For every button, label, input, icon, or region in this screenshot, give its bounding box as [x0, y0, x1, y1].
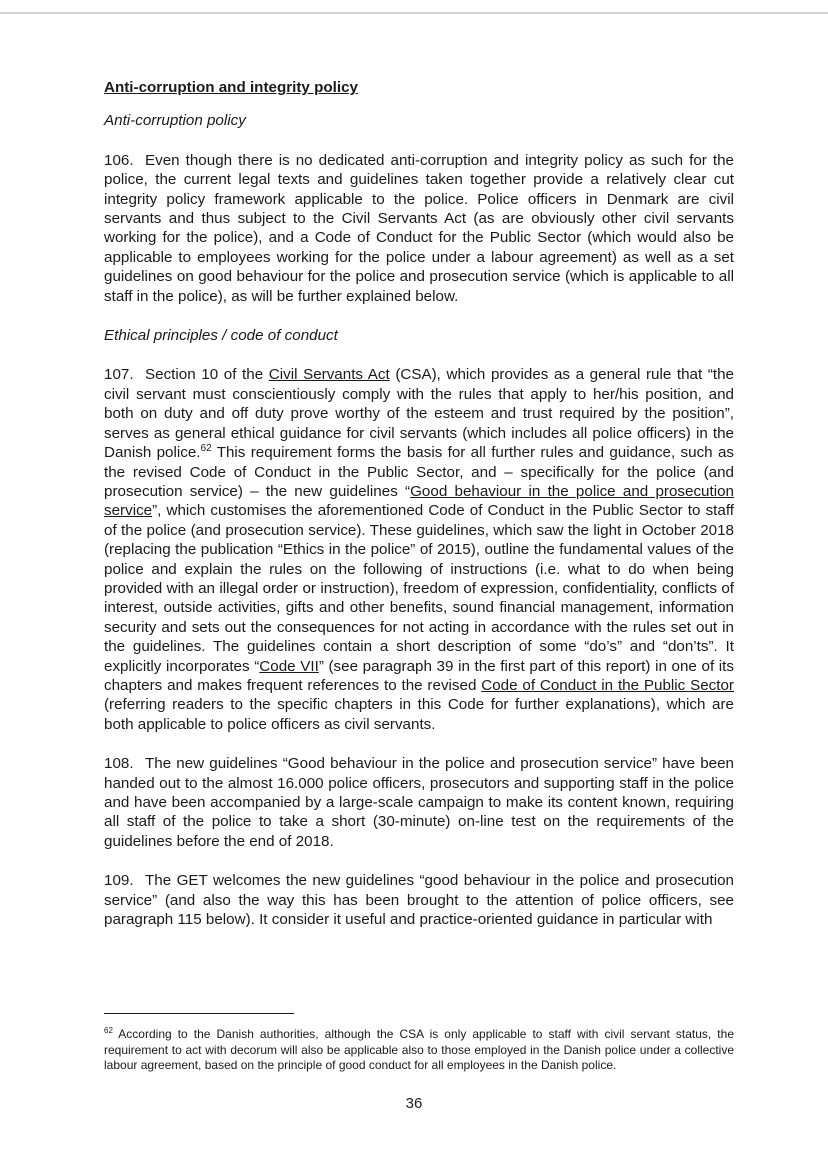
- paragraph-text: (referring readers to the specific chapters in this Code for further explanations), which are both applicable to police officers as civil servants.: [104, 696, 734, 733]
- paragraph-text: (CSA), which provides as a general rule that “the civil servant must conscientiously comply with the rules that apply to her/his position, and both on duty and off duty prove worthy of the esteem and trust required by the position”, serves as general ethical guidance for civil servants (which includes all police officers) in the Danish police.: [104, 366, 734, 462]
- footnote-number: 62: [104, 1026, 113, 1035]
- paragraph-text: The GET welcomes the new guidelines “good behaviour in the police and prosecution service” (and also the way this has been brought to the attention of police officers, see paragraph 115 below). It consider it useful and practice-oriented guidance in particular with: [104, 872, 734, 929]
- paragraph-text: ”, which customises the aforementioned Code of Conduct in the Public Sector to staff of the police (and prosecution service). These guidelines, which saw the light in October 2018 (replacing the publication “Ethics in the police” of 2015), outline the fundamental values of the police and explain the rules on the following of instructions (i.e. what to do when being provided with an illegal order or instruction), freedom of expression, confidentiality, conflicts of interest, outside activities, gifts and other benefits, sound financial management, information security and sets out the consequences for not acting in accordance with the rules set out in the guidelines. The guidelines contain a short description of some “do’s” and “don’ts”. It explicitly incorporates “: [104, 502, 734, 675]
- paragraph-text: The new guidelines “Good behaviour in the police and prosecution service” have been handed out to the almost 16.000 police officers, prosecutors and supporting staff in the police and have been accompanied by a large-scale campaign to make its content known, requiring all staff of the police to take a short (30-minute) on-line test on the requirements of the guidelines before the end of 2018.: [104, 755, 734, 850]
- document-body: [104, 78, 734, 949]
- link-code-vii[interactable]: Code VII: [259, 657, 319, 675]
- paragraph-text: This requirement forms the basis for all further rules and guidance, such as the revised Code of Conduct in the Public Sector, and – specifically for the police (and prosecution service) – the new guidelines “: [104, 444, 734, 500]
- paragraph-text: Section 10 of the: [145, 366, 269, 384]
- section-heading: Anti-corruption and integrity policy: [104, 79, 358, 96]
- paragraph-number: 109.: [104, 872, 134, 890]
- paragraph-number: 106.: [104, 151, 134, 169]
- paragraph-number: 107.: [104, 366, 134, 384]
- footnote-reference[interactable]: 62: [200, 443, 212, 455]
- footnote-62: [104, 1027, 734, 1074]
- link-code-of-conduct-public-sector[interactable]: Code of Conduct in the Public Sector: [481, 676, 734, 694]
- subheading-ethical-principles: Ethical principles / code of conduct: [104, 327, 338, 345]
- paragraph-108: [104, 754, 734, 851]
- paragraph-text: Even though there is no dedicated anti-corruption and integrity policy as such for the police, the current legal texts and guidelines taken together provide a relatively clear cut integrity policy framework applicable to the police. Police officers in Denmark are civil servants and thus subject to the Civil Servants Act (as are obviously other civil servants working for the police), and a Code of Conduct for the Public Sector (which would also be applicable to employees working for the police under a labour agreement) as well as a set guidelines on good behaviour for the police and prosecution service (which is applicable to all staff in the police), as will be further explained below.: [104, 151, 734, 305]
- page-number: 36: [405, 1095, 423, 1112]
- subheading-anti-corruption: Anti-corruption policy: [104, 112, 246, 130]
- link-civil-servants-act[interactable]: Civil Servants Act: [268, 366, 390, 384]
- link-good-behaviour-guidelines[interactable]: Good behaviour in the police and prosecution service: [104, 482, 734, 520]
- page-top-border: [0, 12, 828, 14]
- paragraph-number: 108.: [104, 755, 134, 773]
- paragraph-109: [104, 871, 734, 929]
- paragraph-107: [104, 365, 734, 734]
- paragraph-text: ” (see paragraph 39 in the first part of this report) in one of its chapters and makes frequent references to the revised: [104, 657, 734, 694]
- footnote-separator: [104, 1013, 294, 1014]
- paragraph-106: [104, 151, 734, 306]
- footnote-text: According to the Danish authorities, although the CSA is only applicable to staff with civil servant status, the requirement to act with decorum will also be applicable also to those employed in the Danish police under a collective labour agreement, based on the principle of good conduct for all employees in the Danish police.: [104, 1027, 734, 1072]
